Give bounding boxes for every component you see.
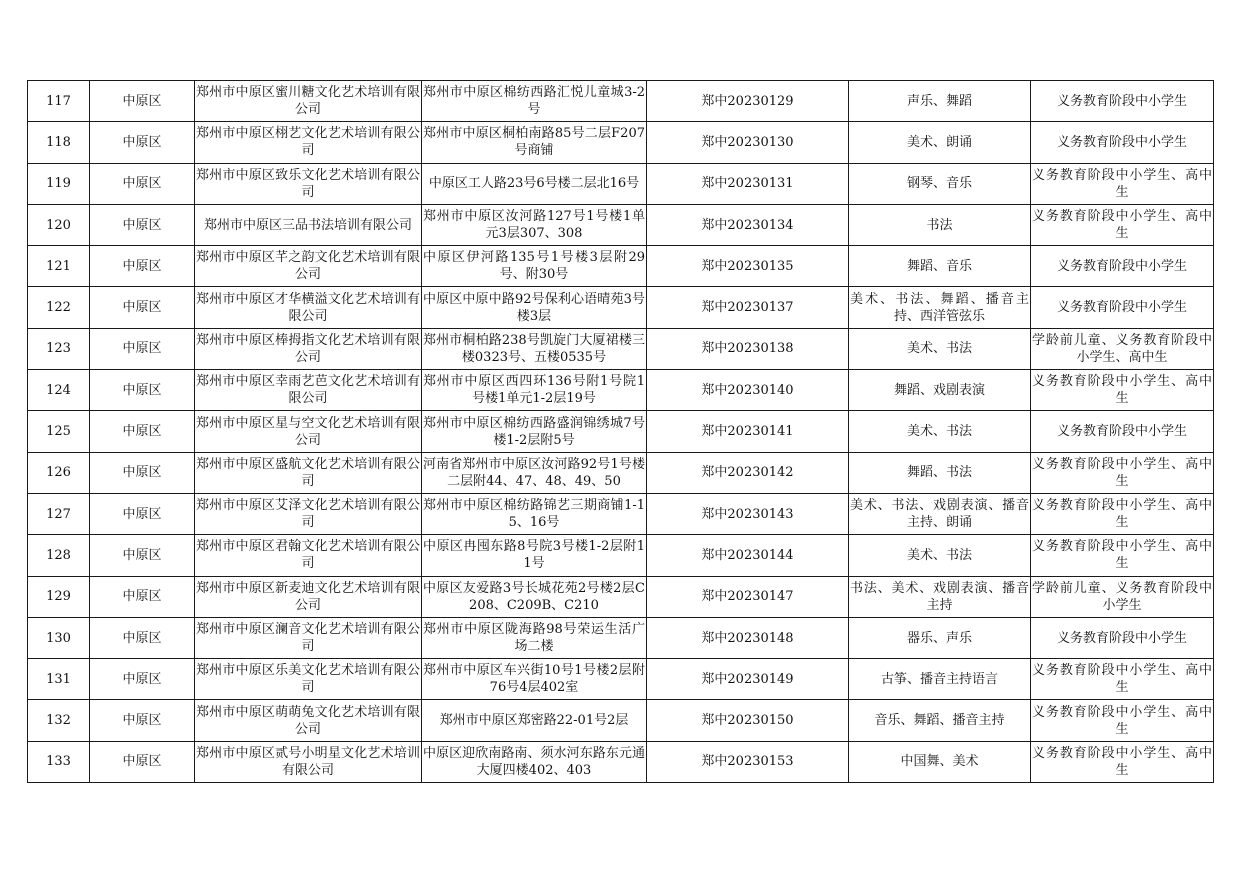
institution-name-cell: 郑州市中原区盛航文化艺术培训有限公司 [195,452,422,493]
institution-name-cell: 郑州市中原区星与空文化艺术培训有限公司 [195,411,422,452]
district-cell: 中原区 [90,535,195,576]
table-row [28,204,1214,245]
district-cell: 中原区 [90,452,195,493]
address-cell: 中原区迎欣南路南、须水河东路东元通大厦四楼402、403 [422,741,647,782]
district-cell: 中原区 [90,493,195,534]
permit-number-cell: 郑中20230147 [647,576,849,617]
row-number-cell: 117 [28,81,90,122]
institution-name-cell: 郑州市中原区蜜川糖文化艺术培训有限公司 [195,81,422,122]
row-number-cell: 118 [28,122,90,163]
target-students-cell: 义务教育阶段中小学生、高中生 [1031,163,1214,204]
row-number-cell: 124 [28,370,90,411]
district-cell: 中原区 [90,122,195,163]
permit-number-cell: 郑中20230150 [647,700,849,741]
table-row [28,122,1214,163]
target-students-cell: 学龄前儿童、义务教育阶段中小学生、高中生 [1031,328,1214,369]
table-row [28,741,1214,782]
address-cell: 郑州市中原区车兴街10号1号楼2层附76号4层402室 [422,659,647,700]
district-cell: 中原区 [90,246,195,287]
table-row [28,370,1214,411]
training-content-cell: 中国舞、美术 [849,741,1031,782]
table-row [28,700,1214,741]
address-cell: 郑州市桐柏路238号凯旋门大厦裙楼三楼0323号、五楼0535号 [422,328,647,369]
permit-number-cell: 郑中20230148 [647,617,849,658]
row-number-cell: 119 [28,163,90,204]
row-number-cell: 129 [28,576,90,617]
permit-number-cell: 郑中20230153 [647,741,849,782]
institution-name-cell: 郑州市中原区芊之韵文化艺术培训有限公司 [195,246,422,287]
institution-name-cell: 郑州市中原区澜音文化艺术培训有限公司 [195,617,422,658]
district-cell: 中原区 [90,287,195,328]
institution-name-cell: 郑州市中原区栩艺文化艺术培训有限公司 [195,122,422,163]
table-row [28,81,1214,122]
training-content-cell: 舞蹈、戏剧表演 [849,370,1031,411]
training-content-cell: 书法、美术、戏剧表演、播音主持 [849,576,1031,617]
table-row [28,163,1214,204]
row-number-cell: 128 [28,535,90,576]
table-body [28,81,1214,783]
table-row [28,452,1214,493]
institution-name-cell: 郑州市中原区棒拇指文化艺术培训有限公司 [195,328,422,369]
table-row [28,411,1214,452]
target-students-cell: 义务教育阶段中小学生、高中生 [1031,741,1214,782]
district-cell: 中原区 [90,328,195,369]
row-number-cell: 123 [28,328,90,369]
district-cell: 中原区 [90,370,195,411]
institution-name-cell: 郑州市中原区幸雨艺芭文化艺术培训有限公司 [195,370,422,411]
row-number-cell: 130 [28,617,90,658]
target-students-cell: 义务教育阶段中小学生 [1031,122,1214,163]
row-number-cell: 132 [28,700,90,741]
permit-number-cell: 郑中20230143 [647,493,849,534]
district-cell: 中原区 [90,700,195,741]
address-cell: 郑州市中原区汝河路127号1号楼1单元3层307、308 [422,204,647,245]
permit-number-cell: 郑中20230142 [647,452,849,493]
permit-number-cell: 郑中20230149 [647,659,849,700]
row-number-cell: 131 [28,659,90,700]
target-students-cell: 义务教育阶段中小学生 [1031,617,1214,658]
district-cell: 中原区 [90,163,195,204]
training-content-cell: 美术、书法 [849,535,1031,576]
district-cell: 中原区 [90,411,195,452]
training-content-cell: 美术、书法、舞蹈、播音主持、西洋管弦乐 [849,287,1031,328]
table-row [28,328,1214,369]
training-content-cell: 舞蹈、书法 [849,452,1031,493]
institution-name-cell: 郑州市中原区才华横溢文化艺术培训有限公司 [195,287,422,328]
row-number-cell: 120 [28,204,90,245]
address-cell: 郑州市中原区陇海路98号荣运生活广场二楼 [422,617,647,658]
address-cell: 郑州市中原区棉纺路锦艺三期商铺1-15、16号 [422,493,647,534]
row-number-cell: 121 [28,246,90,287]
target-students-cell: 义务教育阶段中小学生 [1031,411,1214,452]
training-content-cell: 古筝、播音主持语言 [849,659,1031,700]
table-row [28,576,1214,617]
target-students-cell: 义务教育阶段中小学生、高中生 [1031,535,1214,576]
address-cell: 郑州市中原区棉纺西路盛润锦绣城7号楼1-2层附5号 [422,411,647,452]
training-content-cell: 美术、书法 [849,328,1031,369]
address-cell: 郑州市中原区西四环136号附1号院1号楼1单元1-2层19号 [422,370,647,411]
target-students-cell: 义务教育阶段中小学生 [1031,287,1214,328]
table-row [28,287,1214,328]
address-cell: 郑州市中原区棉纺西路汇悦儿童城3-2号 [422,81,647,122]
address-cell: 中原区冉囤东路8号院3号楼1-2层附11号 [422,535,647,576]
permit-number-cell: 郑中20230140 [647,370,849,411]
institution-name-cell: 郑州市中原区三品书法培训有限公司 [195,204,422,245]
address-cell: 中原区伊河路135号1号楼3层附29号、附30号 [422,246,647,287]
permit-number-cell: 郑中20230131 [647,163,849,204]
institution-name-cell: 郑州市中原区艾泽文化艺术培训有限公司 [195,493,422,534]
table-row [28,246,1214,287]
training-content-cell: 音乐、舞蹈、播音主持 [849,700,1031,741]
permit-number-cell: 郑中20230137 [647,287,849,328]
target-students-cell: 义务教育阶段中小学生、高中生 [1031,204,1214,245]
registration-table [27,80,1214,783]
address-cell: 河南省郑州市中原区汝河路92号1号楼二层附44、47、48、49、50 [422,452,647,493]
target-students-cell: 义务教育阶段中小学生、高中生 [1031,493,1214,534]
permit-number-cell: 郑中20230141 [647,411,849,452]
training-content-cell: 书法 [849,204,1031,245]
training-content-cell: 舞蹈、音乐 [849,246,1031,287]
training-content-cell: 美术、书法 [849,411,1031,452]
training-content-cell: 钢琴、音乐 [849,163,1031,204]
district-cell: 中原区 [90,741,195,782]
institution-name-cell: 郑州市中原区致乐文化艺术培训有限公司 [195,163,422,204]
permit-number-cell: 郑中20230134 [647,204,849,245]
district-cell: 中原区 [90,617,195,658]
institution-name-cell: 郑州市中原区萌萌兔文化艺术培训有限公司 [195,700,422,741]
training-content-cell: 声乐、舞蹈 [849,81,1031,122]
row-number-cell: 125 [28,411,90,452]
address-cell: 郑州市中原区桐柏南路85号二层F207号商铺 [422,122,647,163]
district-cell: 中原区 [90,81,195,122]
district-cell: 中原区 [90,659,195,700]
table-row [28,535,1214,576]
institution-name-cell: 郑州市中原区贰号小明星文化艺术培训有限公司 [195,741,422,782]
row-number-cell: 127 [28,493,90,534]
permit-number-cell: 郑中20230135 [647,246,849,287]
institution-name-cell: 郑州市中原区乐美文化艺术培训有限公司 [195,659,422,700]
permit-number-cell: 郑中20230144 [647,535,849,576]
permit-number-cell: 郑中20230130 [647,122,849,163]
address-cell: 郑州市中原区郑密路22-01号2层 [422,700,647,741]
target-students-cell: 学龄前儿童、义务教育阶段中小学生 [1031,576,1214,617]
table-row [28,493,1214,534]
institution-name-cell: 郑州市中原区君翰文化艺术培训有限公司 [195,535,422,576]
training-content-cell: 器乐、声乐 [849,617,1031,658]
permit-number-cell: 郑中20230129 [647,81,849,122]
row-number-cell: 126 [28,452,90,493]
table-row [28,659,1214,700]
target-students-cell: 义务教育阶段中小学生 [1031,81,1214,122]
target-students-cell: 义务教育阶段中小学生、高中生 [1031,700,1214,741]
table-row [28,617,1214,658]
target-students-cell: 义务教育阶段中小学生 [1031,246,1214,287]
address-cell: 中原区工人路23号6号楼二层北16号 [422,163,647,204]
row-number-cell: 133 [28,741,90,782]
target-students-cell: 义务教育阶段中小学生、高中生 [1031,452,1214,493]
district-cell: 中原区 [90,576,195,617]
target-students-cell: 义务教育阶段中小学生、高中生 [1031,370,1214,411]
address-cell: 中原区友爱路3号长城花苑2号楼2层C208、C209B、C210 [422,576,647,617]
institution-name-cell: 郑州市中原区新麦迪文化艺术培训有限公司 [195,576,422,617]
address-cell: 中原区中原中路92号保利心语晴苑3号楼3层 [422,287,647,328]
target-students-cell: 义务教育阶段中小学生、高中生 [1031,659,1214,700]
row-number-cell: 122 [28,287,90,328]
training-content-cell: 美术、朗诵 [849,122,1031,163]
district-cell: 中原区 [90,204,195,245]
permit-number-cell: 郑中20230138 [647,328,849,369]
training-content-cell: 美术、书法、戏剧表演、播音主持、朗诵 [849,493,1031,534]
